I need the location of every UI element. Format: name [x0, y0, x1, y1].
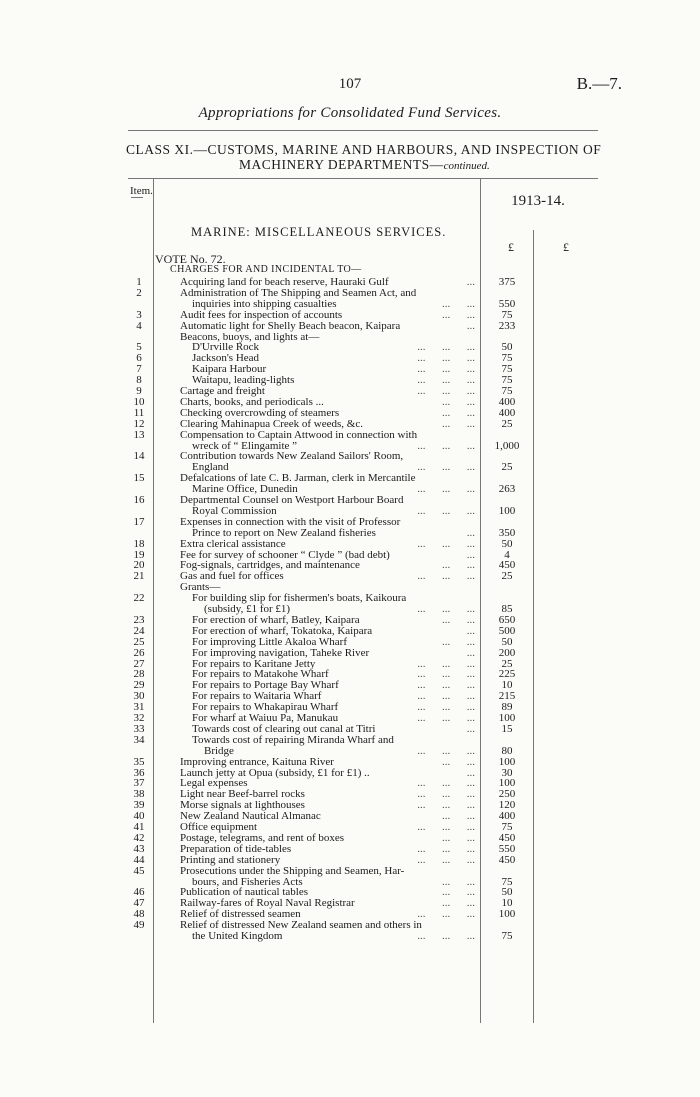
item-number: 12: [133, 417, 145, 430]
table-row: [0, 778, 700, 789]
table-row: [0, 353, 700, 364]
table-row: [0, 386, 700, 397]
item-amount: 250: [498, 788, 516, 801]
item-number: 26: [133, 646, 145, 659]
item-amount: 4: [504, 548, 510, 561]
item-number: 3: [136, 308, 142, 321]
leader-dots: ... ...: [442, 810, 475, 823]
item-number: 9: [136, 385, 142, 397]
item-number: 11: [133, 406, 145, 419]
item-description: For improving Little Akaloa Wharf: [192, 635, 347, 648]
item-description: Prosecutions under the Shipping and Seamen, Har-: [180, 864, 405, 877]
item-amount: 1,000: [494, 439, 520, 452]
table-row: [0, 844, 700, 855]
item-amount: 375: [498, 276, 516, 288]
leader-dots: ...: [466, 526, 475, 539]
table-row: [0, 451, 700, 462]
vote-number: VOTE No. 72.: [155, 252, 226, 266]
table-row: [0, 833, 700, 844]
item-description: Cartage and freight: [180, 385, 265, 397]
table-row: [0, 321, 700, 332]
item-amount: 75: [501, 875, 513, 888]
item-description: For building slip for fishermen's boats, Kaikoura: [192, 592, 407, 605]
item-amount: 89: [501, 701, 513, 714]
item-description: bours, and Fisheries Acts: [192, 875, 303, 888]
item-description: For repairs to Matakohe Wharf: [192, 668, 329, 681]
table-row: [0, 866, 700, 877]
item-number: 38: [133, 788, 145, 801]
item-amount: 30: [501, 766, 513, 779]
item-description: Administration of The Shipping and Seamen Act, and: [180, 286, 417, 299]
leader-dots: ... ...: [442, 308, 475, 321]
item-description: Acquiring land for beach reserve, Hauraki Gulf: [180, 276, 389, 288]
item-number: 5: [136, 341, 142, 354]
item-number: 41: [133, 821, 145, 833]
item-description: Bridge: [204, 744, 234, 757]
item-description: Audit fees for inspection of accounts: [180, 308, 343, 321]
item-number: 29: [133, 679, 145, 692]
table-row: [0, 593, 700, 604]
item-amount: 75: [501, 385, 513, 397]
item-description: Towards cost of repairing Miranda Wharf and: [192, 733, 394, 746]
section-heading: MARINE: MISCELLANEOUS SERVICES.: [191, 225, 447, 239]
item-description: For repairs to Karitane Jetty: [192, 657, 316, 670]
leader-dots: ... ... ...: [417, 853, 475, 866]
leader-dots: ... ... ...: [417, 439, 475, 452]
item-description: Marine Office, Dunedin: [192, 483, 298, 496]
item-description: Beacons, buoys, and lights at—: [180, 330, 320, 343]
item-amount: 100: [498, 908, 516, 921]
item-amount: 75: [501, 374, 513, 387]
item-number: 45: [133, 864, 145, 877]
item-amount: 120: [498, 799, 516, 812]
item-amount: 225: [498, 668, 516, 681]
item-description: For repairs to Waitaria Wharf: [192, 690, 322, 703]
item-description: For erection of wharf, Batley, Kaipara: [192, 613, 360, 626]
item-amount: 400: [498, 395, 516, 408]
item-description: Gas and fuel for offices: [180, 570, 284, 583]
year-column-header: 1913-14.: [511, 193, 565, 209]
item-description: Towards cost of clearing out canal at Titri: [192, 722, 376, 735]
table-row: [0, 299, 700, 310]
table-row: [0, 680, 700, 691]
item-number: 15: [133, 472, 145, 485]
table-row: [0, 768, 700, 779]
leader-dots: ... ... ...: [417, 690, 475, 703]
table-row: [0, 539, 700, 550]
table-row: [0, 364, 700, 375]
item-amount: 50: [501, 635, 513, 648]
item-amount: 450: [498, 853, 516, 866]
item-description: Publication of nautical tables: [180, 886, 308, 899]
item-number: 16: [133, 494, 145, 506]
item-description: (subsidy, £1 for £1): [204, 603, 291, 615]
item-description: For improving navigation, Taheke River: [192, 646, 370, 659]
leader-dots: ... ... ...: [417, 570, 475, 583]
leader-dots: ... ...: [442, 417, 475, 430]
item-description: inquiries into shipping casualties: [192, 297, 337, 310]
item-amount: 263: [498, 483, 516, 496]
table-row: [0, 800, 700, 811]
leader-dots: ... ...: [442, 635, 475, 648]
item-number: 6: [136, 352, 142, 365]
item-amount: 215: [498, 690, 516, 703]
leader-dots: ... ... ...: [417, 821, 475, 833]
item-number: 47: [133, 897, 145, 910]
leader-dots: ... ... ...: [417, 842, 475, 855]
leader-dots: ... ...: [442, 613, 475, 626]
table-row: [0, 528, 700, 539]
table-top-rule: [128, 178, 598, 179]
leader-dots: ... ... ...: [417, 777, 475, 790]
item-description: Morse signals at lighthouses: [180, 799, 305, 812]
leader-dots: ... ... ...: [417, 668, 475, 681]
item-number: 46: [133, 886, 145, 899]
item-amount: 100: [498, 777, 516, 790]
item-description: For repairs to Whakapirau Wharf: [192, 701, 339, 714]
page-title: Appropriations for Consolidated Fund Services.: [198, 105, 502, 121]
item-amount: 10: [501, 679, 513, 692]
table-row: [0, 560, 700, 571]
page-number: 107: [338, 76, 362, 92]
item-description: Legal expenses: [180, 777, 248, 790]
item-description: Relief of distressed seamen: [180, 908, 301, 921]
leader-dots: ... ... ...: [417, 504, 475, 517]
item-description: Improving entrance, Kaituna River: [180, 755, 334, 768]
item-description: New Zealand Nautical Almanac: [180, 810, 321, 823]
leader-dots: ... ... ...: [417, 679, 475, 692]
item-number: 23: [133, 613, 145, 626]
table-row: [0, 571, 700, 582]
table-row: [0, 702, 700, 713]
item-number: 17: [133, 515, 145, 528]
item-number: 49: [133, 919, 145, 932]
leader-dots: ...: [466, 624, 475, 637]
item-amount: 15: [501, 722, 513, 735]
item-amount: 100: [498, 504, 516, 517]
class-heading-line2: [239, 157, 490, 173]
leader-dots: ... ... ...: [417, 483, 475, 496]
item-number: 37: [133, 777, 145, 790]
item-amount: 25: [501, 461, 513, 474]
table-row: [0, 931, 700, 942]
item-number: 2: [136, 286, 142, 299]
leader-dots: ...: [466, 548, 475, 561]
item-description: the United Kingdom: [192, 930, 283, 942]
item-number: 21: [133, 570, 145, 583]
table-row: [0, 920, 700, 931]
item-description: Checking overcrowding of steamers: [180, 406, 340, 419]
item-number: 39: [133, 799, 145, 812]
leader-dots: ... ... ...: [417, 461, 475, 474]
leader-dots: ...: [466, 646, 475, 659]
leader-dots: ... ... ...: [417, 712, 475, 724]
item-amount: 550: [498, 297, 516, 310]
item-amount: 75: [501, 352, 513, 365]
item-amount: 350: [498, 526, 516, 539]
table-row: [0, 375, 700, 386]
item-amount: 75: [501, 308, 513, 321]
item-description: Prince to report on New Zealand fisheries: [192, 526, 376, 539]
item-description: Office equipment: [180, 821, 258, 833]
item-column-header: Item.: [130, 185, 153, 197]
item-description: Launch jetty at Opua (subsidy, £1 for £1) ..: [180, 766, 370, 779]
item-description: Automatic light for Shelly Beach beacon, Kaipara: [180, 319, 401, 332]
leader-dots: ... ... ...: [417, 363, 475, 376]
item-amount: 50: [501, 886, 513, 899]
item-number: 18: [133, 537, 145, 550]
item-description: Railway-fares of Royal Naval Registrar: [180, 897, 355, 910]
table-row: [0, 822, 700, 833]
table-row: [0, 877, 700, 888]
leader-dots: ... ...: [442, 755, 475, 768]
item-number: 32: [133, 712, 145, 724]
leader-dots: ... ... ...: [417, 537, 475, 550]
leader-dots: ... ...: [442, 886, 475, 899]
leader-dots: ... ... ...: [417, 374, 475, 387]
item-amount: 200: [498, 646, 516, 659]
table-row: [0, 746, 700, 757]
leader-dots: ... ...: [442, 395, 475, 408]
item-amount: 25: [501, 570, 513, 583]
leader-dots: ... ...: [442, 297, 475, 310]
class-heading-text: MACHINERY DEPARTMENTS—: [239, 157, 444, 172]
item-description: Fee for survey of schooner “ Clyde ” (bad debt): [180, 548, 390, 561]
leader-dots: ... ... ...: [417, 930, 475, 942]
item-amount: 10: [501, 897, 513, 910]
item-number: 40: [133, 810, 145, 823]
leader-dots: ... ...: [442, 831, 475, 844]
table-row: [0, 691, 700, 702]
item-amount: 25: [501, 417, 513, 430]
item-description: England: [192, 461, 229, 474]
table-row: [0, 811, 700, 822]
item-number: 44: [133, 853, 145, 866]
leader-dots: ... ... ...: [417, 744, 475, 757]
item-number: 48: [133, 908, 145, 921]
table-row: [0, 789, 700, 800]
item-number: 35: [133, 755, 145, 768]
item-amount: 450: [498, 831, 516, 844]
item-number: 10: [133, 395, 145, 408]
item-description: Compensation to Captain Attwood in connection with: [180, 428, 418, 441]
item-description: Jackson's Head: [192, 352, 260, 365]
leader-dots: ...: [466, 276, 475, 288]
item-description: wreck of “ Elingamite ”: [192, 439, 298, 452]
item-description: Postage, telegrams, and rent of boxes: [180, 831, 345, 844]
table-row: [0, 288, 700, 299]
currency-symbol-total: £: [563, 240, 569, 254]
table-row: [0, 495, 700, 506]
table-row: [0, 735, 700, 746]
item-amount: 75: [501, 821, 513, 833]
item-amount: 50: [501, 537, 513, 550]
item-number: 43: [133, 842, 145, 855]
item-description: Fog-signals, cartridges, and maintenance: [180, 559, 360, 572]
table-row: [0, 669, 700, 680]
item-amount: 400: [498, 406, 516, 419]
item-number: 24: [133, 624, 145, 637]
item-number: 7: [136, 363, 142, 376]
table-row: [0, 430, 700, 441]
leader-dots: ...: [466, 766, 475, 779]
item-number: 42: [133, 831, 145, 844]
item-description: Royal Commission: [192, 504, 277, 517]
leader-dots: ... ... ...: [417, 799, 475, 812]
item-amount: 400: [498, 810, 516, 823]
class-heading-line1: CLASS XI.—CUSTOMS, MARINE AND HARBOURS, AND INSPECTION OF: [126, 142, 602, 157]
item-description: Defalcations of late C. B. Jarman, clerk in Mercantile: [180, 472, 416, 485]
leader-dots: ...: [466, 722, 475, 735]
item-number: 28: [133, 668, 145, 681]
item-description: Grants—: [180, 581, 221, 594]
table-row: [0, 397, 700, 408]
item-description: Departmental Counsel on Westport Harbour Board: [180, 494, 404, 506]
currency-symbol-amount: £: [508, 240, 514, 254]
table-row: [0, 626, 700, 637]
item-amount: 500: [498, 624, 516, 637]
item-header-rule: [131, 197, 143, 198]
item-number: 22: [133, 592, 145, 605]
table-row: [0, 332, 700, 343]
item-amount: 450: [498, 559, 516, 572]
item-number: 4: [136, 319, 142, 332]
leader-dots: ... ... ...: [417, 908, 475, 921]
item-amount: 650: [498, 613, 516, 626]
item-amount: 233: [498, 319, 516, 332]
item-description: Light near Beef-barrel rocks: [180, 788, 305, 801]
leader-dots: ... ... ...: [417, 657, 475, 670]
item-description: For erection of wharf, Tokatoka, Kaipara: [192, 624, 373, 637]
item-number: 13: [133, 428, 145, 441]
item-number: 36: [133, 766, 145, 779]
table-row: [0, 473, 700, 484]
item-description: For repairs to Portage Bay Wharf: [192, 679, 339, 692]
item-description: Extra clerical assistance: [180, 537, 286, 550]
top-rule: [128, 130, 598, 131]
leader-dots: ...: [466, 319, 475, 332]
item-description: Waitapu, leading-lights: [192, 374, 295, 387]
item-amount: 550: [498, 842, 516, 855]
item-amount: 75: [501, 363, 513, 376]
leader-dots: ... ... ...: [417, 788, 475, 801]
leader-dots: ... ... ...: [417, 352, 475, 365]
item-amount: 85: [501, 603, 513, 615]
table-row: [0, 342, 700, 353]
item-number: 34: [133, 733, 145, 746]
leader-dots: ... ...: [442, 406, 475, 419]
item-number: 14: [133, 450, 145, 463]
item-description: Charts, books, and periodicals ...: [180, 395, 324, 408]
item-number: 1: [136, 276, 142, 288]
item-description: Expenses in connection with the visit of Professor: [180, 515, 401, 528]
item-description: Printing and stationery: [180, 853, 281, 866]
leader-dots: ... ...: [442, 559, 475, 572]
leader-dots: ... ... ...: [417, 701, 475, 714]
item-amount: 25: [501, 657, 513, 670]
table-row: [0, 648, 700, 659]
item-number: 27: [133, 657, 145, 670]
leader-dots: ... ... ...: [417, 603, 475, 615]
item-amount: 80: [501, 744, 513, 757]
item-number: 33: [133, 722, 145, 735]
item-amount: 100: [498, 755, 516, 768]
item-description: Preparation of tide-tables: [180, 842, 292, 855]
item-number: 8: [136, 374, 142, 387]
item-description: For wharf at Waiuu Pa, Manukau: [192, 712, 339, 724]
table-row: [0, 659, 700, 670]
table-row: [0, 898, 700, 909]
item-amount: 75: [501, 930, 513, 942]
leader-dots: ... ... ...: [417, 341, 475, 354]
charges-heading: CHARGES FOR AND INCIDENTAL TO—: [170, 264, 362, 275]
item-number: 19: [133, 548, 145, 561]
item-number: 20: [133, 559, 145, 572]
item-number: 30: [133, 690, 145, 703]
item-description: Clearing Mahinapua Creek of weeds, &c.: [180, 417, 363, 430]
item-description: Contribution towards New Zealand Sailors' Room,: [180, 450, 404, 463]
item-description: D'Urville Rock: [192, 341, 260, 354]
item-amount: 100: [498, 712, 516, 724]
item-description: Relief of distressed New Zealand seamen and others in: [180, 919, 422, 932]
leader-dots: ... ...: [442, 897, 475, 910]
leader-dots: ... ... ...: [417, 385, 475, 397]
item-number: 31: [133, 701, 145, 714]
table-row: [0, 757, 700, 768]
item-number: 25: [133, 635, 145, 648]
item-description: Kaipara Harbour: [192, 363, 267, 376]
class-heading-continued: continued.: [443, 160, 490, 172]
leader-dots: ... ...: [442, 875, 475, 888]
page-reference: B.—7.: [576, 74, 622, 93]
item-amount: 50: [501, 341, 513, 354]
